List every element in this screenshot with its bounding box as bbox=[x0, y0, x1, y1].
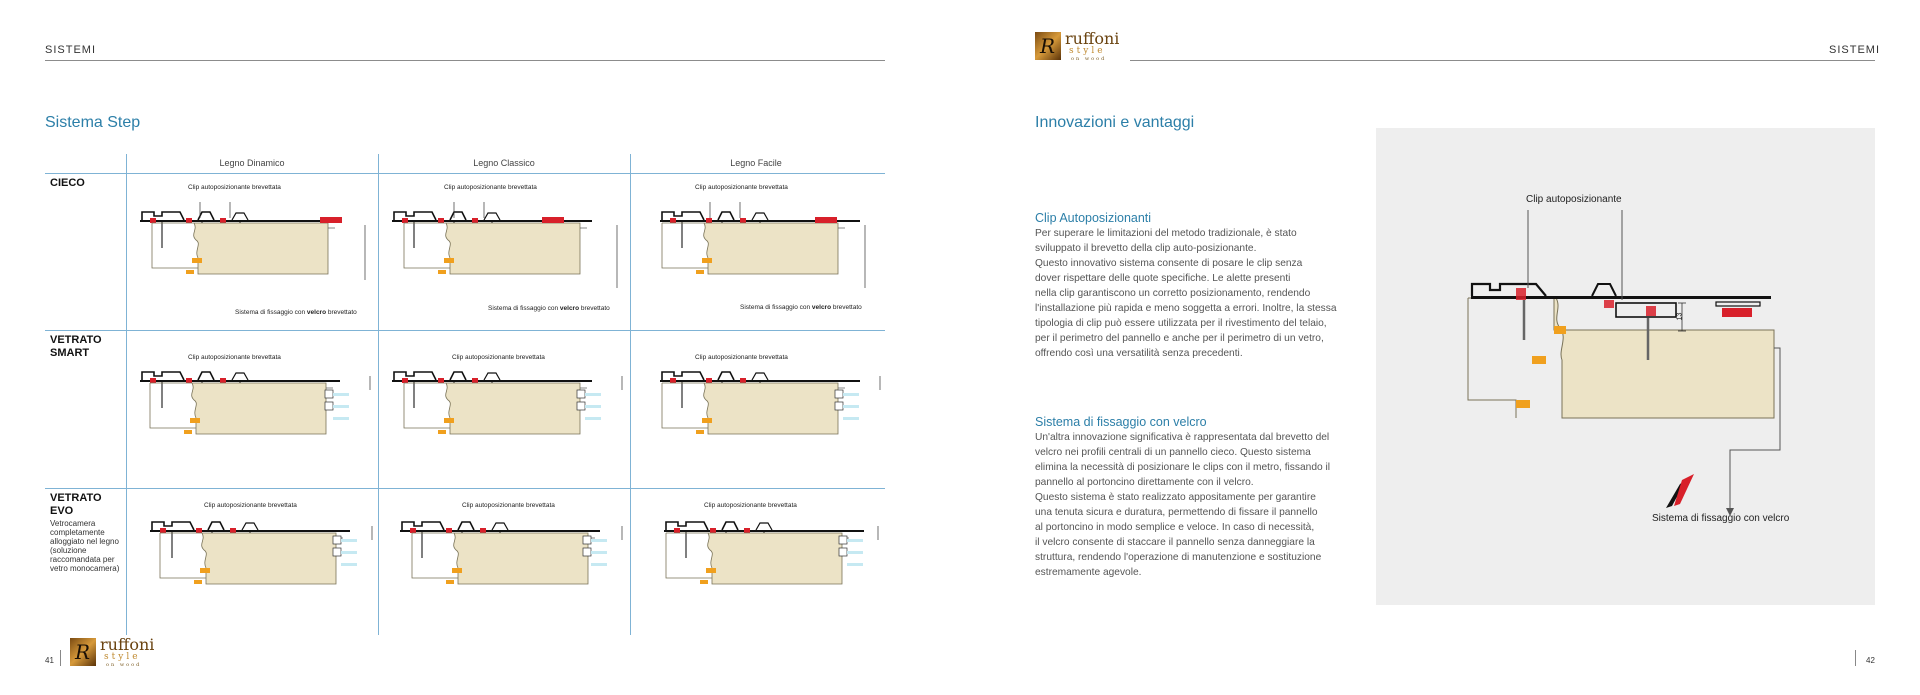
logo-mark-icon: R bbox=[70, 638, 96, 666]
fix-caption: Sistema di fissaggio con velcro brevettato bbox=[235, 309, 357, 316]
right-header-logo bbox=[1035, 30, 1125, 64]
column-header: Legno Classico bbox=[473, 158, 535, 168]
right-header: SISTEMI bbox=[1829, 44, 1881, 56]
row-label-vetrato-evo: VETRATO EVO bbox=[50, 492, 102, 517]
logo-name: ruffoni bbox=[1065, 29, 1120, 48]
logo-line2: style bbox=[1069, 46, 1106, 56]
logo-line3: on wood bbox=[1071, 56, 1107, 62]
clip-caption: Clip autoposizionante brevettata bbox=[695, 354, 788, 361]
diagram-cieco-dinamico bbox=[140, 200, 370, 295]
clip-caption: Clip autoposizionante brevettata bbox=[695, 184, 788, 191]
footer-divider bbox=[60, 650, 61, 666]
section-body-velcro: Un'altra innovazione significativa è rappresentata dal brevetto del velcro nei profili centrali di un pannello cieco. Questo sistema elimina la necessità di posizionare le clips con il metro, fissando il pannello al portoncino direttamente con il velcro. Questo sistema è stato realizzato appositamente per garantire una tenuta sicura e duratura, permettendo di fissare il pannello al portoncino in modo semplice e veloce. In caso di necessità, il velcro consente di staccare il pannello senza danneggiare la struttura, rendendo l'operazione di manutenzione e sostituzione estremamente agevole. bbox=[1035, 432, 1331, 578]
left-header-rule bbox=[45, 60, 885, 61]
column-header: Legno Dinamico bbox=[219, 158, 285, 168]
figure-label-velcro: Sistema di fissaggio con velcro bbox=[1652, 513, 1790, 524]
grid-vline bbox=[126, 154, 127, 635]
left-footer-logo bbox=[70, 636, 160, 670]
section-heading-clip: Clip Autoposizionanti bbox=[1035, 211, 1152, 225]
clip-caption: Clip autoposizionante brevettata bbox=[704, 502, 797, 509]
logo-name: ruffoni bbox=[100, 635, 155, 654]
right-header-rule bbox=[1130, 60, 1875, 61]
diagram-evo-facile bbox=[664, 518, 884, 613]
diagram-cieco-facile bbox=[660, 200, 885, 295]
section-heading-velcro: Sistema di fissaggio con velcro bbox=[1035, 415, 1207, 429]
left-page-number: 41 bbox=[45, 656, 54, 665]
clip-caption: Clip autoposizionante brevettata bbox=[188, 184, 281, 191]
row-label-cieco: CIECO bbox=[50, 177, 85, 189]
fix-caption: Sistema di fissaggio con velcro brevettato bbox=[488, 305, 610, 312]
diagram-smart-classico bbox=[392, 368, 627, 463]
logo-line2: style bbox=[104, 652, 141, 662]
section-body-clip: Per superare le limitazioni del metodo tradizionale, è stato sviluppato il brevetto della clip auto-posizionante. Questo innovativo sistema consente di posare le clip senza dover rispettare delle quote specifiche. Le alette presenti nella clip garantiscono un corretto posizionamento, rendendo l'installazione più rapida e meno soggetta a errori. Inoltre, la stessa tipologia di clip può essere utilizzata per il rivestimento del telaio, per il perimetro del pannello e anche per il perimetro di un vetro, offrendo così una versatilità senza precedenti. bbox=[1035, 228, 1337, 359]
column-header: Legno Facile bbox=[730, 158, 782, 168]
diagram-cieco-classico bbox=[392, 200, 622, 295]
right-page-title: Innovazioni e vantaggi bbox=[1035, 114, 1195, 131]
clip-caption: Clip autoposizionante brevettata bbox=[188, 354, 281, 361]
clip-caption: Clip autoposizionante brevettata bbox=[452, 354, 545, 361]
figure-dimension: 13 bbox=[1676, 312, 1684, 321]
logo-mark-icon: R bbox=[1035, 32, 1061, 60]
diagram-smart-facile bbox=[660, 368, 885, 463]
figure-diagram bbox=[1376, 128, 1875, 605]
row-label-vetrato-smart: VETRATO SMART bbox=[50, 334, 102, 359]
diagram-evo-classico bbox=[400, 518, 630, 613]
left-header: SISTEMI bbox=[45, 44, 97, 56]
figure-panel bbox=[1376, 128, 1875, 605]
diagram-evo-dinamico bbox=[150, 518, 380, 613]
clip-caption: Clip autoposizionante brevettata bbox=[462, 502, 555, 509]
diagram-smart-dinamico bbox=[140, 368, 375, 463]
grid-hline bbox=[45, 330, 885, 331]
row-sublabel-vetrato-evo: Vetrocamera completamente alloggiato nel legno (soluzione raccomandata per vetro monocamera) bbox=[50, 519, 120, 573]
clip-caption: Clip autoposizionante brevettata bbox=[204, 502, 297, 509]
figure-label-clip: Clip autoposizionante bbox=[1526, 194, 1622, 205]
grid-hline bbox=[45, 173, 885, 174]
fix-caption: Sistema di fissaggio con velcro brevettato bbox=[740, 304, 862, 311]
logo-line3: on wood bbox=[106, 662, 142, 668]
clip-caption: Clip autoposizionante brevettata bbox=[444, 184, 537, 191]
footer-divider bbox=[1855, 650, 1856, 666]
right-page-number: 42 bbox=[1866, 656, 1875, 665]
left-page-title: Sistema Step bbox=[45, 114, 141, 131]
grid-vline bbox=[630, 154, 631, 635]
grid-hline bbox=[45, 488, 885, 489]
